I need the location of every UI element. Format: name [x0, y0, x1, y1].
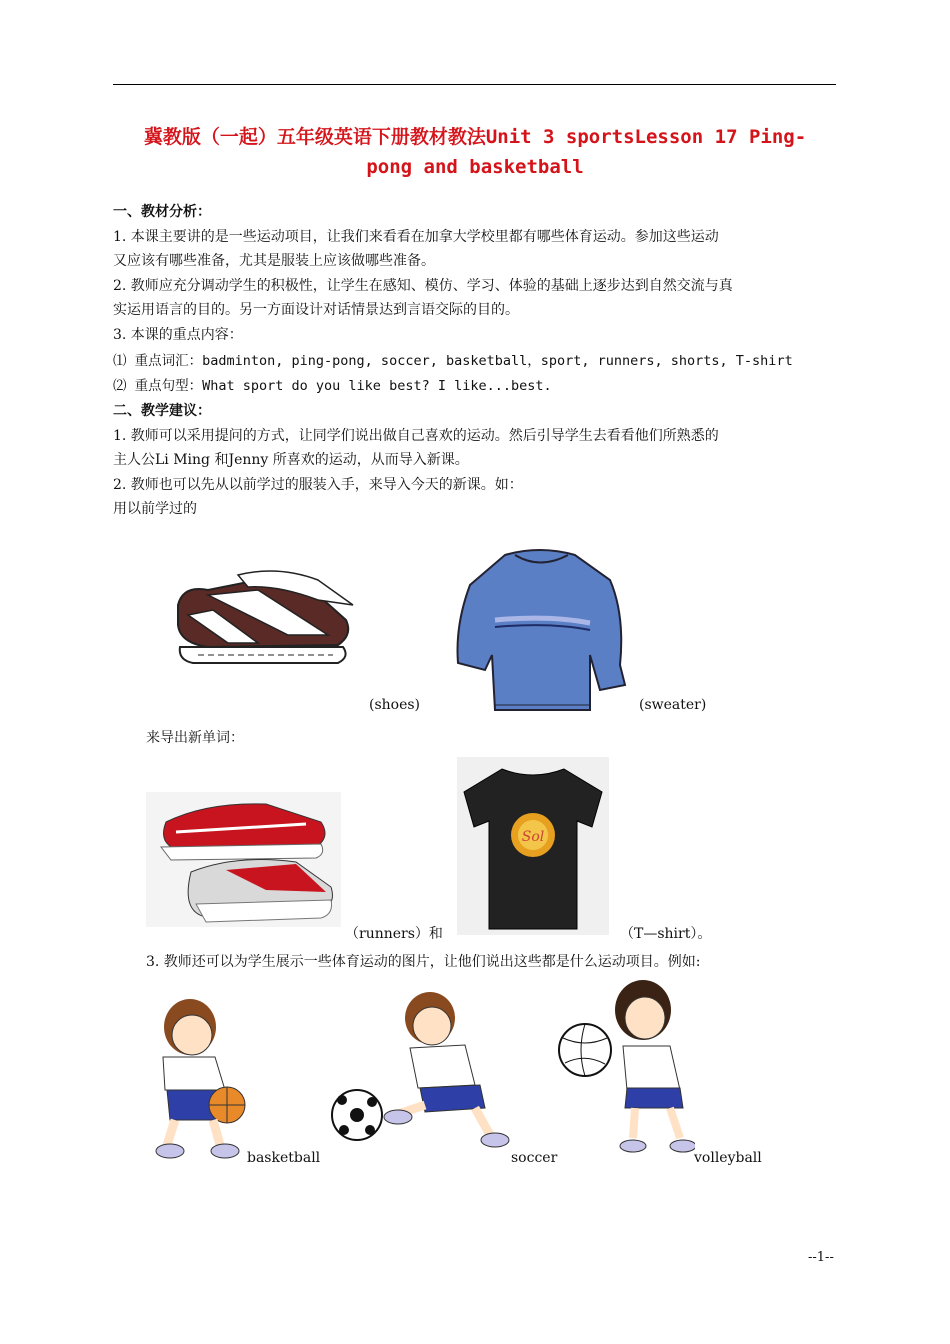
tshirt-print-text: Sol [521, 829, 545, 845]
section2-p3: 3. 教师还可以为学生展示一些体育运动的图片，让他们说出这些都是什么运动项目。例如: [146, 954, 701, 970]
sweater-illustration [450, 545, 635, 720]
page-number: --1-- [808, 1250, 834, 1265]
section1-p2-line1: 2. 教师应充分调动学生的积极性，让学生在感知、模仿、学习、体验的基础上逐步达到自然交流与真 [113, 278, 733, 294]
section2-p2-line2: 用以前学过的 [113, 501, 197, 517]
soccer-player-illustration [330, 990, 520, 1150]
title-line-2: pong and basketball [366, 156, 584, 178]
caption-basketball: basketball [247, 1150, 321, 1166]
basketball-player-illustration [145, 995, 250, 1165]
section1-p1-line1: 1. 本课主要讲的是一些运动项目，让我们来看看在加拿大学校里都有哪些体育运动。参加这些运动 [113, 229, 719, 245]
section1-p1-line2: 又应该有哪些准备，尤其是服装上应该做哪些准备。 [113, 253, 435, 269]
volleyball-player-illustration [555, 978, 695, 1168]
key-sentences: ⑵ 重点句型：What sport do you like best? I like...best. [113, 378, 552, 394]
caption-volleyball: volleyball [694, 1150, 762, 1166]
lead-new-words: 来导出新单词： [146, 730, 244, 746]
header-rule [113, 84, 836, 85]
caption-shoes: (shoes) [369, 697, 421, 713]
section1-p2-line2: 实运用语言的目的。另一方面设计对话情景达到言语交际的目的。 [113, 302, 519, 318]
section2-p1-line2: 主人公Li Ming 和Jenny 所喜欢的运动，从而导入新课。 [113, 452, 469, 468]
section2-p1-line1: 1. 教师可以采用提问的方式，让同学们说出做自己喜欢的运动。然后引导学生去看看他们所熟悉的 [113, 428, 719, 444]
caption-runners: （runners）和 [345, 926, 443, 942]
title-line-1: 冀教版（一起）五年级英语下册教材教法Unit 3 sportsLesson 17 Ping- [143, 126, 807, 148]
section1-heading: 一、教材分析： [113, 204, 211, 220]
key-vocabulary: ⑴ 重点词汇：badminton, ping-pong, soccer, basketball，sport, runners, shorts, T-shirt [113, 353, 793, 369]
section2-heading: 二、教学建议： [113, 403, 211, 419]
document-title [100, 122, 850, 182]
caption-tshirt: （T—shirt）。 [620, 926, 712, 942]
tshirt-photo [457, 757, 609, 935]
runners-photo [146, 792, 341, 927]
caption-soccer: soccer [511, 1150, 558, 1166]
section1-p3: 3. 本课的重点内容： [113, 327, 243, 343]
shoes-illustration [168, 565, 358, 670]
section2-p2: 2. 教师也可以先从以前学过的服装入手，来导入今天的新课。如： [113, 477, 523, 493]
caption-sweater: (sweater) [639, 697, 707, 713]
